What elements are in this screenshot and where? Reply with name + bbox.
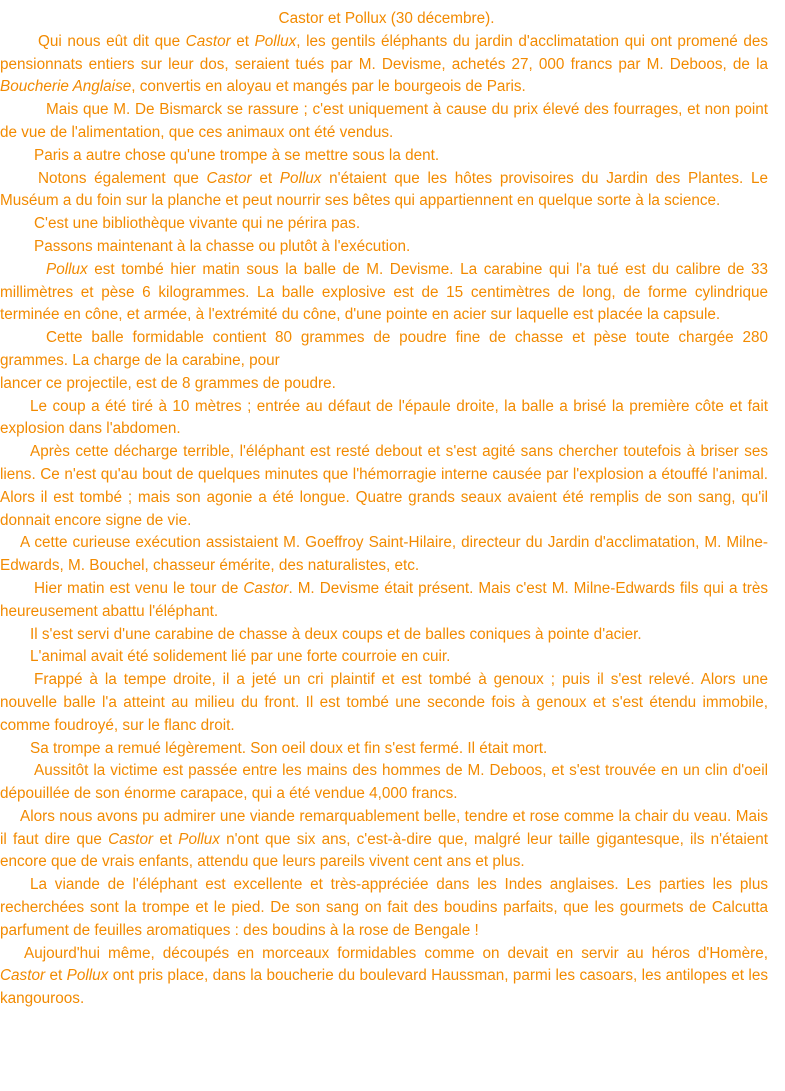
name-pollux: Pollux <box>254 32 297 50</box>
name-pollux: Pollux <box>66 967 109 985</box>
text-run: , convertis en aloyau et mangés par le bourgeois de Paris. <box>131 78 526 96</box>
name-castor: Castor <box>108 830 154 848</box>
paragraph-3: Paris a autre chose qu'une trompe à se mettre sous la dent. <box>34 146 440 164</box>
paragraph-17: Aussitôt la victime est passée entre les mains des hommes de M. Deboos, et s'est trouvée en un clin d'oeil dépouillée de son énorme carapace, qui a été vendue 4,000 francs. <box>0 762 768 803</box>
text-run: , les gentils éléphants du jardin d'acclimatation qui ont promené des pensionnats entiers sur leur dos, seraient tués par M. Devisme, achetés 27, 000 francs par M. Deboos, de la <box>0 32 768 73</box>
text-run: Alors nous avons pu admirer une viande remarquablement belle, tendre et rose comme la chair du veau. Mais il faut dire que <box>0 807 768 848</box>
text-run: et <box>230 32 255 50</box>
paragraph-12 <box>0 578 768 624</box>
paragraph-1 <box>0 31 768 99</box>
paragraph-9: Le coup a été tiré à 10 mètres ; entrée au défaut de l'épaule droite, la balle a brisé la première côte et fait explosion dans l'abdomen. <box>0 397 768 438</box>
document-title: Castor et Pollux (30 décembre). <box>278 10 495 27</box>
name-pollux: Pollux <box>46 260 88 278</box>
text-run: n'ont que six ans, c'est-à-dire que, malgré leur taille gigantesque, ils n'étaient encore que de vrais enfants, attendu que leurs pareils vivent cent ans et plus. <box>0 830 769 871</box>
paragraph-20 <box>0 943 768 1011</box>
name-pollux: Pollux <box>279 169 322 187</box>
text-run: Hier matin est venu le tour de <box>34 579 244 597</box>
paragraph-11: A cette curieuse exécution assistaient M. Goeffroy Saint-Hilaire, directeur du Jardin d'acclimatation, M. Milne-Edwards, M. Bouchel, chasseur émérite, des naturalistes, etc. <box>0 534 768 575</box>
text-run: . M. Devisme était présent. Mais c'est M. Milne-Edwards fils qui a très heureusement abattu l'éléphant. <box>0 579 768 620</box>
name-castor: Castor <box>243 579 289 597</box>
text-run: et <box>251 169 280 187</box>
name-castor: Castor <box>0 967 46 985</box>
text-run: ont pris place, dans la boucherie du boulevard Haussman, parmi les casoars, les antilopes et les kangouroos. <box>0 967 768 1008</box>
paragraph-19: La viande de l'éléphant est excellente et très-appréciée dans les Indes anglaises. Les parties les plus recherchées sont la trompe et le pied. De son sang on fait des boudins parfaits, que les gourmets de Calcutta parfument de feuilles aromatiques : des boudins à la rose de Bengale ! <box>0 876 768 939</box>
paragraph-16: Sa trompe a remué légèrement. Son oeil doux et fin s'est fermé. Il était mort. <box>30 739 548 757</box>
text-run: Qui nous eût dit que <box>38 32 186 50</box>
text-run: n'étaient que les hôtes provisoires du Jardin des Plantes. Le Muséum a du foin sur la planche et peut nourrir ses bêtes qui appartiennent en quelque sorte à la science. <box>0 169 768 210</box>
text-run: et <box>153 830 179 848</box>
paragraph-8b: lancer ce projectile, est de 8 grammes de poudre. <box>0 374 336 392</box>
paragraph-6: Passons maintenant à la chasse ou plutôt à l'exécution. <box>34 237 411 255</box>
paragraph-4 <box>0 168 768 214</box>
paragraph-15: Frappé à la tempe droite, il a jeté un cri plaintif et est tombé à genoux ; puis il s'est relevé. Alors une nouvelle balle l'a atteint au milieu du front. Il est tombé une seconde fois à genoux et s'est étendu immobile, comme foudroyé, sur le flanc droit. <box>0 671 768 734</box>
text-run: et <box>45 967 67 985</box>
name-boucherie-anglaise: Boucherie Anglaise <box>0 78 132 96</box>
paragraph-14: L'animal avait été solidement lié par une forte courroie en cuir. <box>30 648 451 666</box>
paragraph-10: Après cette décharge terrible, l'éléphant est resté debout et s'est agité sans chercher toutefois à briser ses liens. Ce n'est qu'au bout de quelques minutes que l'hémorragie interne causée par l'explosion a étouffé l'animal. Alors il est tombé ; mais son agonie a été longue. Quatre grands seaux avaient été remplis de son sang, qu'il donnait encore signe de vie. <box>0 443 768 529</box>
paragraph-13: Il s'est servi d'une carabine de chasse à deux coups et de balles coniques à pointe d'acier. <box>30 625 642 643</box>
name-castor: Castor <box>206 169 252 187</box>
name-castor: Castor <box>185 32 231 50</box>
paragraph-5: C'est une bibliothèque vivante qui ne périra pas. <box>34 215 361 233</box>
text-run: Aujourd'hui même, découpés en morceaux formidables comme on devait en servir au héros d'Homère, <box>24 944 768 962</box>
text-run: Notons également que <box>38 169 207 187</box>
paragraph-7 <box>0 259 768 327</box>
paragraph-8a: Cette balle formidable contient 80 grammes de poudre fine de chasse et pèse toute chargée 280 grammes. La charge de la carabine, pour <box>0 329 768 369</box>
text-run: est tombé hier matin sous la balle de M. Devisme. La carabine qui l'a tué est du calibre de 33 millimètres et pèse 6 kilogrammes. La balle explosive est de 15 centimètres de long, de forme cylindrique terminée en cône, et armée, à l'extrémité du cône, d'une pointe en acier sur laquelle est placée la capsule. <box>0 260 768 324</box>
paragraph-18 <box>0 806 768 874</box>
paragraph-2: Mais que M. De Bismarck se rassure ; c'est uniquement à cause du prix élevé des fourrages, et non point de vue de l'alimentation, que ces animaux ont été vendus. <box>0 101 768 141</box>
name-pollux: Pollux <box>178 830 220 848</box>
